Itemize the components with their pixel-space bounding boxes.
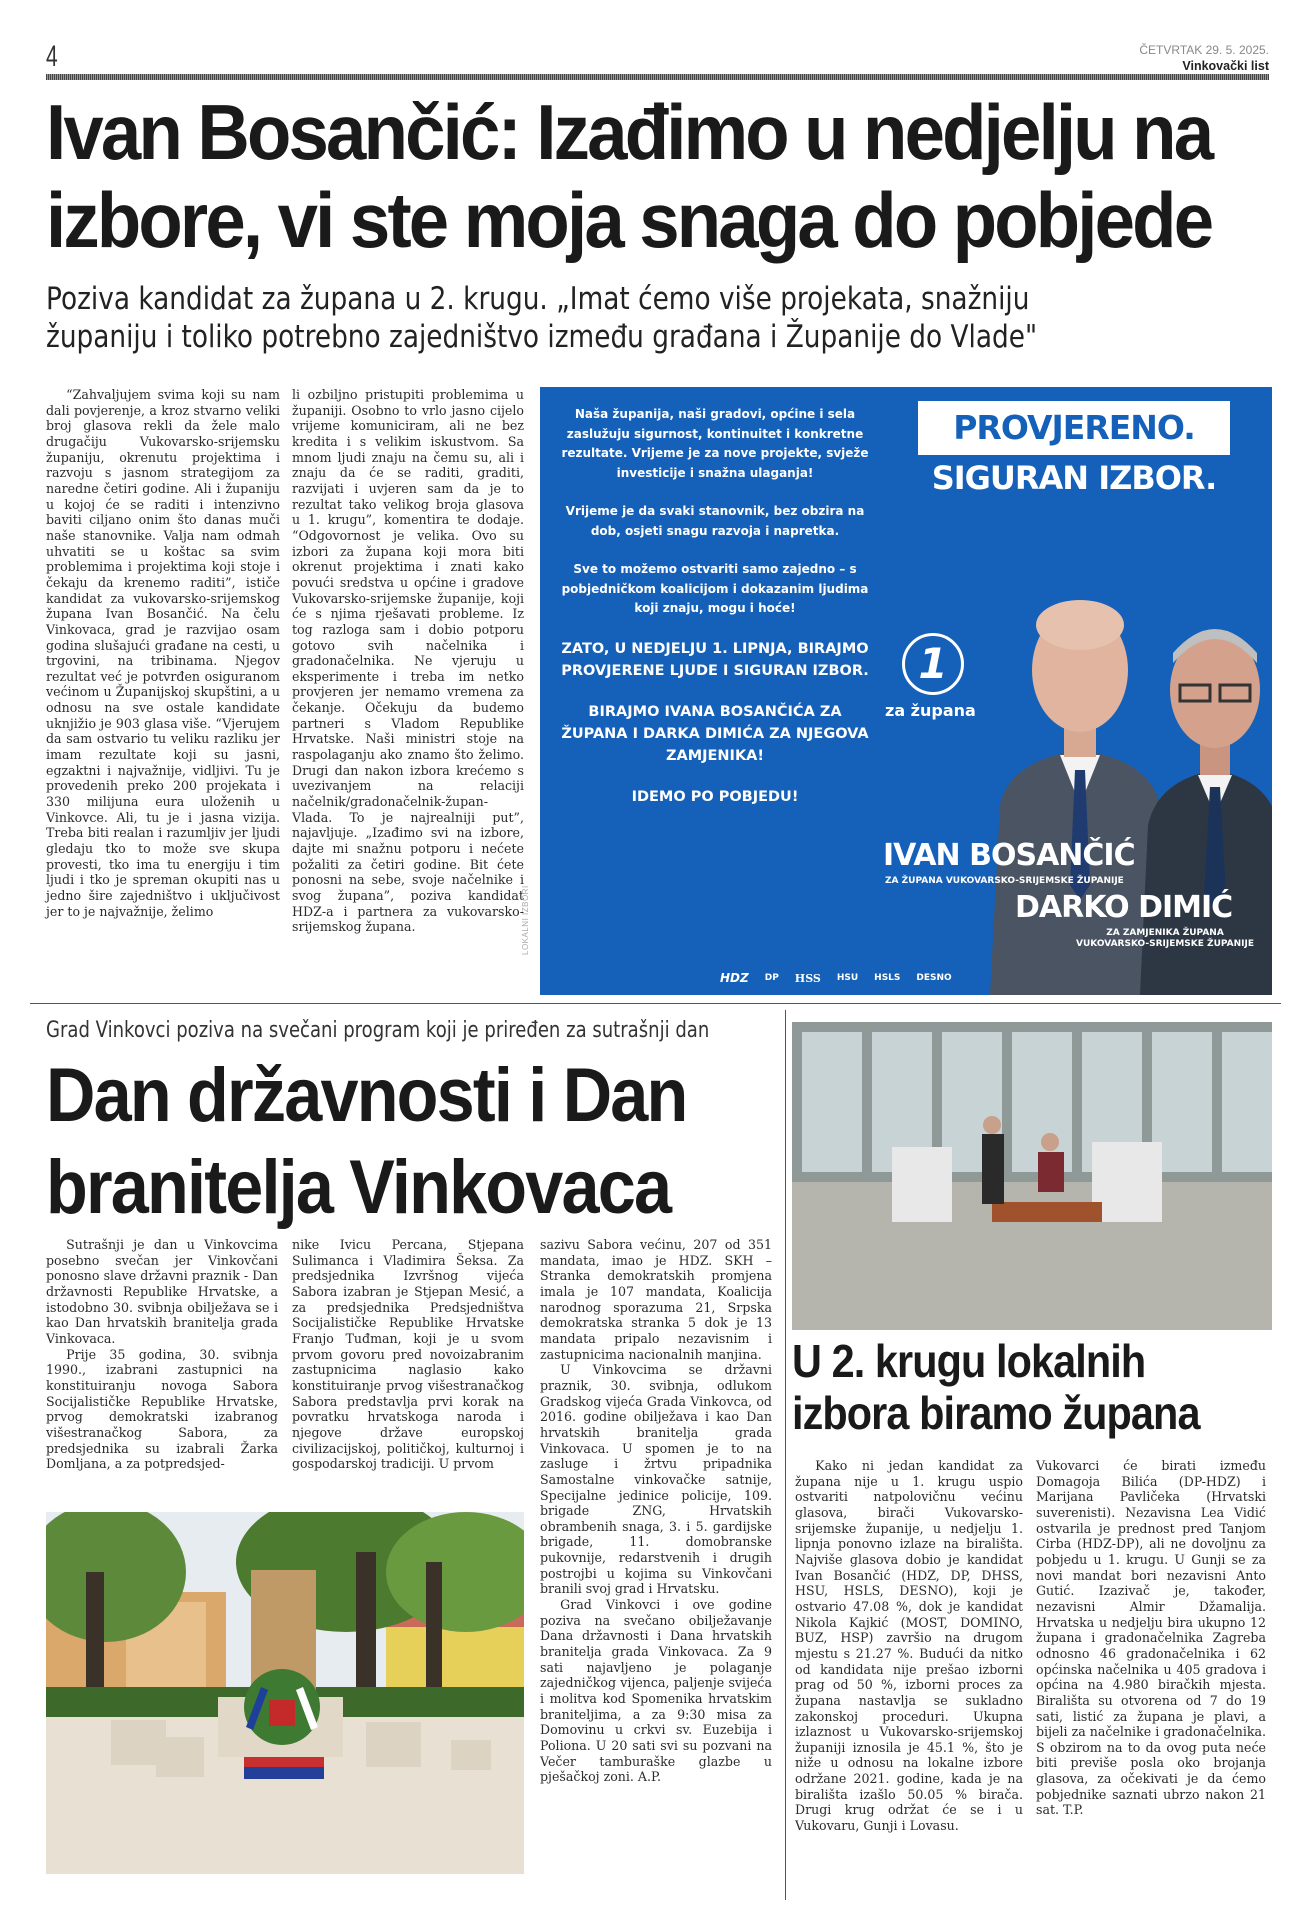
party-logos bbox=[720, 971, 952, 985]
polling-station-photo bbox=[792, 1022, 1272, 1330]
article-paragraph: li ozbiljno pristupiti problemima u županiji. Osobno to vrlo jasno cijelo vrijeme komuniciram, ali ne bez kredita i s velikim iskustvom. Sa mnom ljudi znaju na čemu su, ali i znaju da će se raditi, graditi, razvijati i uvjeren sam da je to rezultat tako velikog broja glasova u 1. krugu”, komentira te dodaje. “Odgovornost je velika. Ovo su izbori za župana koji mora biti okrenut projektima i znati kako povući sredstva u općine i gradove Vukovarsko-srijemske županije, koji će s njima rješavati probleme. Iz tog razloga sam i dobio potporu gotovo svih načelnika i gradonačelnika. Ne vjeruju u eksperimente i treba im netko provjeren jer nemamo vremena za čekanje. Očekuju da budemo partneri s Vladom Republike Hrvatske. Naši ministri stoje na raspolaganju ako znamo što želimo. Drugi dan nakon izbora krećemo s uvezivanjem na relaciji načelnik/gradonačelnik-župan-Vlada. To je najrealniji put”, najavljuje. „Izađimo svi na izbore, dajte mi snažnu potporu i nećete požaliti za četiri godine. Bit ćete ponosni na sebe, svoje načelnike i svog župana”, poziva kandidat HDZ-a i partnera za vukovarsko-srijemskog župana. bbox=[292, 387, 524, 935]
role-line: VUKOVARSKO-SRIJEMSKE ŽUPANIJE bbox=[1075, 939, 1254, 949]
ad-paragraph: IDEMO PO POBJEDU! bbox=[631, 788, 799, 805]
dateline bbox=[1139, 42, 1269, 74]
article3-column-1 bbox=[795, 1458, 1023, 1834]
article-paragraph: nike Ivicu Percana, Stjepana Sulimanca i Vladimira Šeksa. Za predsjednika Izvršnog vijeća Sabora izabran je Stjepan Mesić, a za predsjednika Predsjedništva Socijalističke Republike Hrvatske Franjo Tuđman, koji je u svom prvom govoru pred novoizabranim zastupnicima naglasio kako konstituiranje prvog višestranačkog Sabora predstavlja prvi korak na povratku hrvatskoga naroda i njegove države europskoj civilizacijskoj, političkoj, kulturnoj i gospodarskoj tradiciji. U prvom bbox=[292, 1237, 524, 1472]
logo-desno: DESNO bbox=[916, 973, 952, 983]
headline-line: branitelja Vinkovaca bbox=[46, 1145, 671, 1230]
ad-paragraph: Naša županija, naši gradovi, općine i sela zaslužuju sigurnost, kontinuitet i konkretne rezultate. Vrijeme je za nove projekte, svježe investicije i snažna ulaganja! bbox=[561, 407, 869, 480]
headline-line: U 2. krugu lokalnih bbox=[792, 1335, 1146, 1387]
article1-column-1 bbox=[46, 387, 280, 919]
ballot-label: za župana bbox=[885, 701, 976, 720]
candidate1-name: IVAN BOSANČIĆ bbox=[883, 838, 1135, 873]
article2-column-1 bbox=[46, 1237, 278, 1472]
role-line: ZA ZAMJENIKA ŽUPANA bbox=[1106, 928, 1224, 938]
campaign-advertisement bbox=[540, 387, 1272, 995]
logo-hss: HSS bbox=[794, 971, 821, 985]
logo-dp: DP bbox=[764, 973, 779, 983]
article2-kicker: Grad Vinkovci poziva na svečani program koji je priređen za sutrašnji dan bbox=[46, 1018, 710, 1043]
logo-hdz: HDZ bbox=[720, 971, 749, 985]
headline-line: izbora biramo župana bbox=[792, 1387, 1200, 1439]
headline-line: Ivan Bosančić: Izađimo u nedjelju na bbox=[46, 88, 1212, 176]
logo-hsls: HSLS bbox=[874, 973, 901, 983]
article2-headline bbox=[46, 1050, 712, 1234]
headline-line: izbore, vi ste moja snaga do pobjede bbox=[46, 176, 1212, 264]
article2-column-3 bbox=[540, 1237, 772, 1785]
headline-line: Dan državnosti i Dan bbox=[46, 1053, 687, 1138]
article-paragraph: U Vinkovcima se državni praznik, 30. svibnja, odlukom Gradskog vijeća Grada Vinkovca, od 2016. godine obilježava i kao Dan hrvatskih branitelja grada Vinkovaca. U spomen je to na zasluge i žrtvu pripadnika Samostalne vinkovačke satnije, Specijalne jedinice policije, 109. brigade ZNG, Hrvatskih obrambenih snaga, 3. i 5. gardijske brigade, 11. domobranske pukovnije, redarstvenih i drugih postrojbi u kojima su Vinkovčani branili svoj grad i Hrvatsku. bbox=[540, 1362, 772, 1597]
subheadline-line: županiju i toliko potrebno zajedništvo između građana i Županije do Vlade" bbox=[46, 319, 1038, 355]
ballot-number-badge: 1 bbox=[902, 633, 964, 695]
ad-paragraph: ZATO, U NEDJELJU 1. LIPNJA, BIRAJMO PROVJERENE LJUDE I SIGURAN IZBOR. bbox=[561, 640, 869, 679]
issue-date: ČETVRTAK 29. 5. 2025. bbox=[1139, 43, 1269, 57]
logo-hsu: HSU bbox=[836, 973, 859, 983]
candidate2-role bbox=[1070, 928, 1260, 950]
article-paragraph: Kako ni jedan kandidat za župana nije u 1. krugu uspio ostvariti natpolovičnu većinu glasova, birači Vukovarsko-srijemske županije, u nedjelju 1. lipnja ponovno izlaze na birališta. Najviše glasova dobio je kandidat Ivan Bosančić (HDZ, DP, DHSS, HSU, HSLS, DESNO), koji je ostvario 47.08 %, dok je kandidat Nikola Kajkić (MOST, DOMINO, BUZ, HSP) završio na drugom mjestu s 21.27 %. Budući da nitko od kandidata nije prešao izborni prag od 50 %, izborni proces za župana nastavlja se sukladno zakonskoj proceduri. Ukupna izlaznost u Vukovarsko-srijemskoj županiji iznosila je 45.1 %, što je niže u odnosu na lokalne izbore održane 2021. godine, kada je na birališta izašlo 50.05 % birača. Drugi krug održat će se i u Vukovaru, Gunji i Lovasu. bbox=[795, 1458, 1023, 1834]
section-label: LOKALNI IZBORI bbox=[521, 885, 530, 955]
article-paragraph: Prije 35 godina, 30. svibnja 1990., izabrani zastupnici na konstituiranju novoga Sabora Socijalističke Republike Hrvatske, prvog demokratski izabranog višestranačkog Sabora, za predsjednika su izabrali Žarka Domljana, a za potpredsjed- bbox=[46, 1346, 278, 1472]
memorial-photo bbox=[46, 1512, 524, 1874]
header-rule bbox=[46, 74, 1269, 80]
article1-column-2 bbox=[292, 387, 524, 935]
page-number: 4 bbox=[46, 40, 58, 73]
ad-slogan: SIGURAN IZBOR. bbox=[931, 459, 1217, 497]
ad-paragraph: BIRAJMO IVANA BOSANČIĆA ZA ŽUPANA I DARKA DIMIĆA ZA NJEGOVA ZAMJENIKA! bbox=[561, 703, 869, 764]
ad-slogan-box: PROVJERENO. bbox=[918, 401, 1230, 455]
candidate2-name: DARKO DIMIĆ bbox=[1015, 890, 1233, 925]
column-divider bbox=[785, 1010, 786, 1900]
ad-paragraph: Vrijeme je da svaki stanovnik, bez obzira na dob, osjeti snagu razvoja i napretka. bbox=[565, 504, 865, 538]
article-paragraph: Grad Vinkovci i ove godine poziva na svečano obilježavanje Dana državnosti i Dana hrvatskih branitelja grada Vinkovaca. Za 9 sati najavljeno je polaganje zajedničkog vijenca, paljenje svijeća i molitva kod Spomenika hrvatskim braniteljima, a za 9:30 misa za Domovinu u crkvi sv. Euzebija i Poliona. U 20 sati svi su pozvani na Večer tamburaške glazbe u pješačkoj zoni. A.P. bbox=[540, 1597, 772, 1785]
article1-subheadline bbox=[46, 280, 1092, 356]
article-paragraph: sazivu Sabora većinu, 207 od 351 mandata, imao je HDZ. SKH – Stranka demokratskih promjena imala je 107 mandata, Koalicija narodnog sporazuma 21, Srpska demokratska stranka 5 dok je 13 mandata pripalo nezavisnim i zastupnicima nacionalnih manjina. bbox=[540, 1237, 772, 1362]
article2-column-2 bbox=[292, 1237, 524, 1472]
article-paragraph: Sutrašnji je dan u Vinkovcima posebno svečan jer Vinkovčani ponosno slave državni praznik - Dan državnosti Republike Hrvatske, a istodobno 30. svibnja obilježava se i kao Dan hrvatskih branitelja grada Vinkovaca. bbox=[46, 1237, 278, 1346]
article3-column-2 bbox=[1036, 1458, 1266, 1818]
article-paragraph: “Zahvaljujem svima koji su nam dali povjerenje, a kroz stvarno veliki broj glasova rekli da žele malo drugačiju Vukovarsko-srijemsku županiju, okrenutu projektima i razvoju s jasnom strategijom za naredne četiri godine. Ali i županiju u kojoj će se raditi i intenzivno baviti ciljano onim što danas muči naše stanovnike. Valja nam odmah uhvatiti se u koštac sa svim problemima i projektima koji stoje i čekaju da krenemo raditi”, ističe kandidat za vukovarsko-srijemskog župana Ivan Bosančić. Na čelu Vinkovaca, grad je razvijao osam godina slušajući građane na cesti, u trgovini, na tribinama. Njegov rezultat već je potvrđen osiguranom većinom u Županijskoj skupštini, a u odnosu na sve ostale kandidate uknjižio je 903 glasa više. “Vjerujem da sam ostvario tu veliku razliku jer imam rezultate koji su jasni, egzaktni i najvažnije, vidljivi. Tu je provedenih preko 200 projekata i 330 milijuna eura uloženih u Vinkovce. Ali, tu je i jasna vizija. Treba biti realan i razumljiv jer ljudi gledaju tko to može sve skupa provesti, tko ima tu energiju i tim ljudi i tko je spreman okupiti nas u jedno šire zajedništvo i uključivost jer to je najvažnije, želimo bbox=[46, 387, 280, 919]
ad-copy bbox=[560, 405, 870, 827]
article3-headline bbox=[792, 1335, 1233, 1439]
article-paragraph: Vukovarci će birati između Domagoja Bilića (DP-HDZ) i Marijana Pavličeka (Hrvatski suverenisti). Nezavisna Lea Vidić ostvarila je prednost pred Tanjom Cirba (HDZ-DP), ali ne dovoljnu za pobjedu u 1. krugu. U Gunji se za novi mandat bori nezavisni Anto Gutić. Izazivač je, također, nezavisni Almir Džamalija. Hrvatska u nedjelju bira ukupno 12 župana i gradonačelnika Zagreba odnosno 46 gradonačelnika i 62 općinska načelnika u 405 gradova i općina na 4.980 biračkih mjesta. Birališta su otvorena od 7 do 19 sati, listić za župana je plavi, a bijeli za načelnike i gradonačelnika. S obzirom na to da ovog puta neće biti previše posla oko brojanja glasova, za očekivati je da ćemo pobjednike saznati ubrzo nakon 21 sat. T.P. bbox=[1036, 1458, 1266, 1818]
candidate1-role: ZA ŽUPANA VUKOVARSKO-SRIJEMSKE ŽUPANIJE bbox=[885, 876, 1124, 886]
article1-headline bbox=[46, 88, 1212, 264]
section-divider bbox=[30, 1003, 1281, 1004]
newspaper-name: Vinkovački list bbox=[1182, 59, 1269, 73]
subheadline-line: Poziva kandidat za župana u 2. krugu. „Imat ćemo više projekata, snažniju bbox=[46, 281, 1030, 317]
ad-paragraph: Sve to možemo ostvariti samo zajedno – s pobjedničkom koalicijom i dokazanim ljudima koji znaju, mogu i hoće! bbox=[561, 562, 869, 615]
